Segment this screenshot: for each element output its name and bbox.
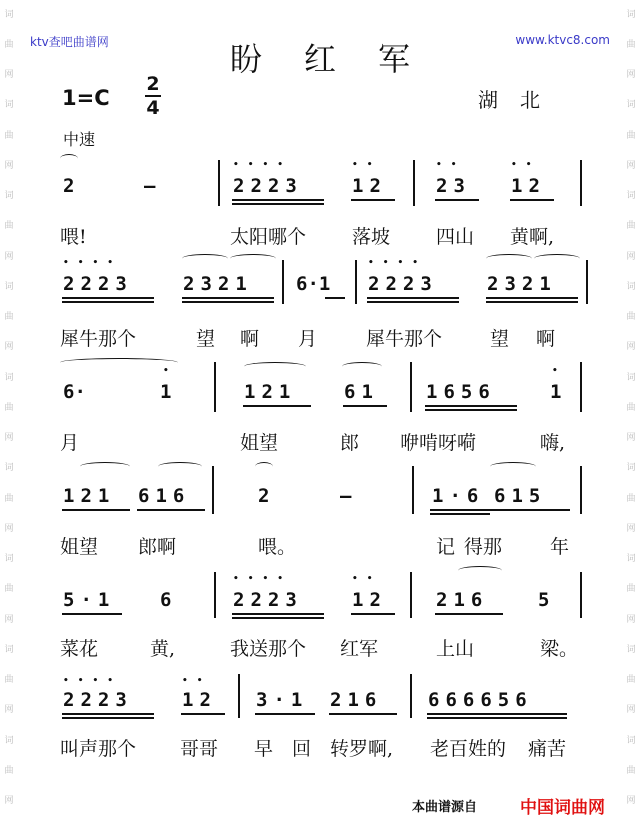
watermark-char: 网 xyxy=(4,523,14,534)
watermark-char: 网 xyxy=(626,523,636,534)
beam-line xyxy=(486,297,578,299)
barline xyxy=(238,674,240,718)
note-group: — xyxy=(340,485,352,507)
watermark-char: 曲 xyxy=(626,221,636,232)
octave-dots: •••• xyxy=(63,676,123,686)
beam-line xyxy=(367,297,459,299)
octave-dots: •••• xyxy=(63,258,123,268)
watermark-char: 词 xyxy=(626,100,636,111)
barline xyxy=(355,260,357,304)
source-label: 本曲谱源自 xyxy=(412,800,478,815)
note-group: 121 xyxy=(63,485,116,507)
beam-line xyxy=(425,405,517,407)
octave-dots: •• xyxy=(182,676,212,686)
beam-line xyxy=(486,301,578,303)
time-signature xyxy=(145,75,161,117)
region-label: 湖北 xyxy=(478,88,562,112)
barline xyxy=(218,160,220,206)
lyric: 喂! xyxy=(60,226,87,248)
note-group: 216 xyxy=(436,589,489,611)
lyric: 记 xyxy=(436,536,456,558)
lyric: 姐望 xyxy=(60,536,99,558)
watermark-char: 网 xyxy=(4,70,14,81)
watermark-char: 曲 xyxy=(4,221,14,232)
watermark-char: 词 xyxy=(626,372,636,383)
note-group: 2223 xyxy=(233,589,303,611)
barline xyxy=(580,466,582,514)
note-group: 5·1 xyxy=(63,589,116,611)
octave-dots: •••• xyxy=(368,258,428,268)
note-group: 2 xyxy=(63,175,75,197)
slur xyxy=(244,362,306,371)
watermark-char: 词 xyxy=(4,554,14,565)
lyric: 郎啊 xyxy=(138,536,177,558)
tie xyxy=(60,358,178,367)
barline xyxy=(410,362,412,412)
watermark-char: 网 xyxy=(4,342,14,353)
lyric: 姐望 xyxy=(240,432,279,454)
lyric-line-1 xyxy=(0,222,640,252)
beam-line xyxy=(182,301,274,303)
watermark-char: 曲 xyxy=(4,130,14,141)
lyric: 犀牛那个 xyxy=(60,328,137,350)
note-group: 1 xyxy=(550,381,562,403)
note-group: 12 xyxy=(511,175,546,197)
note-group: 3·1 xyxy=(256,689,309,711)
song-title: 盼红军 xyxy=(229,40,452,78)
beam-line xyxy=(62,613,122,615)
lyric: 年 xyxy=(550,536,570,558)
lyric: 郎 xyxy=(340,432,360,454)
staff-line-2 xyxy=(0,250,640,320)
watermark-char: 网 xyxy=(626,70,636,81)
time-signature-bottom: 4 xyxy=(146,97,160,119)
watermark-char: 曲 xyxy=(4,39,14,50)
lyric: 哥哥 xyxy=(180,738,219,760)
staff-line-6 xyxy=(0,664,640,734)
watermark-char: 曲 xyxy=(626,130,636,141)
staff-line-4 xyxy=(0,456,640,526)
lyric: 黄啊, xyxy=(510,226,555,248)
watermark-char: 词 xyxy=(626,735,636,746)
watermark-char: 曲 xyxy=(4,584,14,595)
note-group: 12 xyxy=(352,589,387,611)
beam-line xyxy=(351,199,395,201)
note-group: 121 xyxy=(244,381,297,403)
slur xyxy=(230,254,276,263)
watermark-char: 词 xyxy=(4,735,14,746)
beam-line xyxy=(343,405,387,407)
watermark-char: 曲 xyxy=(4,402,14,413)
lyric: 太阳哪个 xyxy=(230,226,307,248)
watermark-char: 曲 xyxy=(4,312,14,323)
beam-line xyxy=(182,297,274,299)
note-group: 23 xyxy=(436,175,471,197)
beam-line xyxy=(232,617,324,619)
slur xyxy=(158,462,202,471)
lyric-line-2 xyxy=(0,324,640,354)
lyric: 望 xyxy=(490,328,510,350)
beam-line xyxy=(325,297,345,299)
beam-line xyxy=(62,509,130,511)
note-group: 615 xyxy=(494,485,547,507)
staff-line-1 xyxy=(0,152,640,222)
watermark-char: 网 xyxy=(4,433,14,444)
barline xyxy=(410,572,412,618)
note-group: 1 xyxy=(160,381,172,403)
fermata-mark xyxy=(60,154,78,163)
watermark-char: 词 xyxy=(626,9,636,20)
lyric-line-3 xyxy=(0,428,640,458)
watermark-top-left: ktv查吧曲谱网 xyxy=(30,35,109,49)
octave-dots: •• xyxy=(511,160,541,170)
key-signature: 1=C xyxy=(62,86,110,110)
lyric: 月 xyxy=(60,432,80,454)
watermark-char: 曲 xyxy=(626,312,636,323)
beam-line xyxy=(255,713,315,715)
watermark-char: 词 xyxy=(4,644,14,655)
watermark-char: 网 xyxy=(626,433,636,444)
octave-dots: • xyxy=(552,366,567,376)
lyric: 犀牛那个 xyxy=(366,328,443,350)
note-group: 61 xyxy=(344,381,379,403)
watermark-char: 曲 xyxy=(626,493,636,504)
lyric: 望 xyxy=(196,328,216,350)
octave-dots: •••• xyxy=(233,160,293,170)
beam-line xyxy=(62,297,154,299)
barline xyxy=(410,674,412,718)
watermark-char: 曲 xyxy=(4,493,14,504)
watermark-char: 词 xyxy=(4,9,14,20)
staff-line-3 xyxy=(0,352,640,422)
barline xyxy=(412,466,414,514)
lyric: 早 xyxy=(254,738,274,760)
note-group: 2321 xyxy=(487,273,557,295)
slur xyxy=(342,362,382,371)
octave-dots: • xyxy=(163,366,178,376)
octave-dots: •• xyxy=(352,160,382,170)
beam-line xyxy=(137,509,205,511)
lyric-line-6 xyxy=(0,734,640,764)
lyric: 我送那个 xyxy=(230,638,307,660)
beam-line xyxy=(62,713,154,715)
lyric: 落坡 xyxy=(352,226,391,248)
note-group: 5 xyxy=(538,589,550,611)
watermark-char: 网 xyxy=(4,160,14,171)
lyric: 啊 xyxy=(536,328,556,350)
note-group: 6·1 xyxy=(296,273,331,295)
lyric: 回 xyxy=(292,738,312,760)
octave-dots: •• xyxy=(436,160,466,170)
note-group: 1·6 xyxy=(432,485,485,507)
lyric: 月 xyxy=(298,328,318,350)
time-signature-top: 2 xyxy=(146,73,160,95)
beam-line xyxy=(430,509,570,511)
beam-line xyxy=(435,199,479,201)
lyric-line-4 xyxy=(0,532,640,562)
watermark-char: 曲 xyxy=(626,402,636,413)
watermark-char: 词 xyxy=(626,191,636,202)
lyric: 老百姓的 xyxy=(430,738,507,760)
watermark-char: 曲 xyxy=(626,39,636,50)
barline xyxy=(580,572,582,618)
note-group: 666656 xyxy=(428,689,533,711)
watermark-char: 词 xyxy=(626,554,636,565)
watermark-char: 网 xyxy=(4,614,14,625)
note-group: 2223 xyxy=(63,273,133,295)
lyric: 啊 xyxy=(240,328,260,350)
beam-line xyxy=(430,513,490,515)
lyric: 红军 xyxy=(340,638,379,660)
slur xyxy=(486,254,532,263)
note-group: 2223 xyxy=(233,175,303,197)
barline xyxy=(214,362,216,412)
note-group: 2321 xyxy=(183,273,253,295)
lyric: 痛苦 xyxy=(528,738,567,760)
watermark-char: 曲 xyxy=(4,765,14,776)
beam-line xyxy=(427,713,567,715)
beam-line xyxy=(232,199,324,201)
beam-line xyxy=(232,613,324,615)
tempo-marking: 中速 xyxy=(63,130,96,149)
lyric-line-5 xyxy=(0,634,640,664)
watermark-char: 曲 xyxy=(626,675,636,686)
lyric: 上山 xyxy=(436,638,475,660)
watermark-char: 曲 xyxy=(626,765,636,776)
barline xyxy=(413,160,415,206)
watermark-char: 网 xyxy=(626,705,636,716)
octave-dots: •••• xyxy=(233,574,293,584)
lyric: 咿啃呀嗬 xyxy=(400,432,477,454)
note-group: — xyxy=(144,175,156,197)
beam-line xyxy=(329,713,397,715)
watermark-char: 词 xyxy=(4,372,14,383)
watermark-char: 网 xyxy=(4,705,14,716)
beam-line xyxy=(232,203,324,205)
lyric: 四山 xyxy=(436,226,475,248)
slur xyxy=(80,462,130,471)
lyric: 菜花 xyxy=(60,638,99,660)
beam-line xyxy=(425,409,517,411)
site-link[interactable]: 中国词曲网 xyxy=(520,798,605,818)
beam-line xyxy=(435,613,503,615)
watermark-char: 网 xyxy=(4,251,14,262)
slur xyxy=(490,462,536,471)
beam-line xyxy=(243,405,311,407)
barline xyxy=(282,260,284,304)
watermark-char: 词 xyxy=(4,281,14,292)
watermark-char: 词 xyxy=(626,281,636,292)
fermata-mark xyxy=(255,462,273,471)
note-group: 2223 xyxy=(368,273,438,295)
lyric: 喂。 xyxy=(258,536,297,558)
watermark-char: 网 xyxy=(626,160,636,171)
lyric: 嗨, xyxy=(540,432,566,454)
note-group: 12 xyxy=(182,689,217,711)
note-group: 216 xyxy=(330,689,383,711)
barline xyxy=(586,260,588,304)
note-group: 2223 xyxy=(63,689,133,711)
beam-line xyxy=(510,199,554,201)
watermark-char: 网 xyxy=(626,342,636,353)
barline xyxy=(580,160,582,206)
watermark-char: 词 xyxy=(626,644,636,655)
note-group: 6 xyxy=(160,589,172,611)
watermark-char: 网 xyxy=(4,796,14,807)
barline xyxy=(214,572,216,618)
slur xyxy=(182,254,228,263)
lyric: 梁。 xyxy=(540,638,579,660)
watermark-char: 词 xyxy=(4,463,14,474)
note-group: 2 xyxy=(258,485,270,507)
watermark-char: 词 xyxy=(4,191,14,202)
beam-line xyxy=(351,613,395,615)
staff-line-5 xyxy=(0,562,640,632)
watermark-char: 网 xyxy=(626,614,636,625)
note-group: 616 xyxy=(138,485,191,507)
beam-line xyxy=(181,713,225,715)
watermark-char: 曲 xyxy=(4,675,14,686)
note-group: 6· xyxy=(63,381,86,403)
lyric: 叫声那个 xyxy=(60,738,137,760)
lyric: 得那 xyxy=(464,536,503,558)
lyric: 转罗啊, xyxy=(330,738,394,760)
barline xyxy=(580,362,582,412)
watermark-char: 曲 xyxy=(626,584,636,595)
watermark-char: 词 xyxy=(626,463,636,474)
octave-dots: •• xyxy=(352,574,382,584)
beam-line xyxy=(62,717,154,719)
lyric: 黄, xyxy=(150,638,176,660)
barline xyxy=(212,466,214,514)
beam-line xyxy=(427,717,567,719)
watermark-char: 网 xyxy=(626,251,636,262)
slur xyxy=(534,254,580,263)
watermark-char: 网 xyxy=(626,796,636,807)
beam-line xyxy=(367,301,459,303)
watermark-char: 词 xyxy=(4,100,14,111)
note-group: 12 xyxy=(352,175,387,197)
watermark-top-right: www.ktvc8.com xyxy=(515,33,610,47)
slur xyxy=(458,566,502,575)
note-group: 1656 xyxy=(426,381,496,403)
beam-line xyxy=(62,301,154,303)
